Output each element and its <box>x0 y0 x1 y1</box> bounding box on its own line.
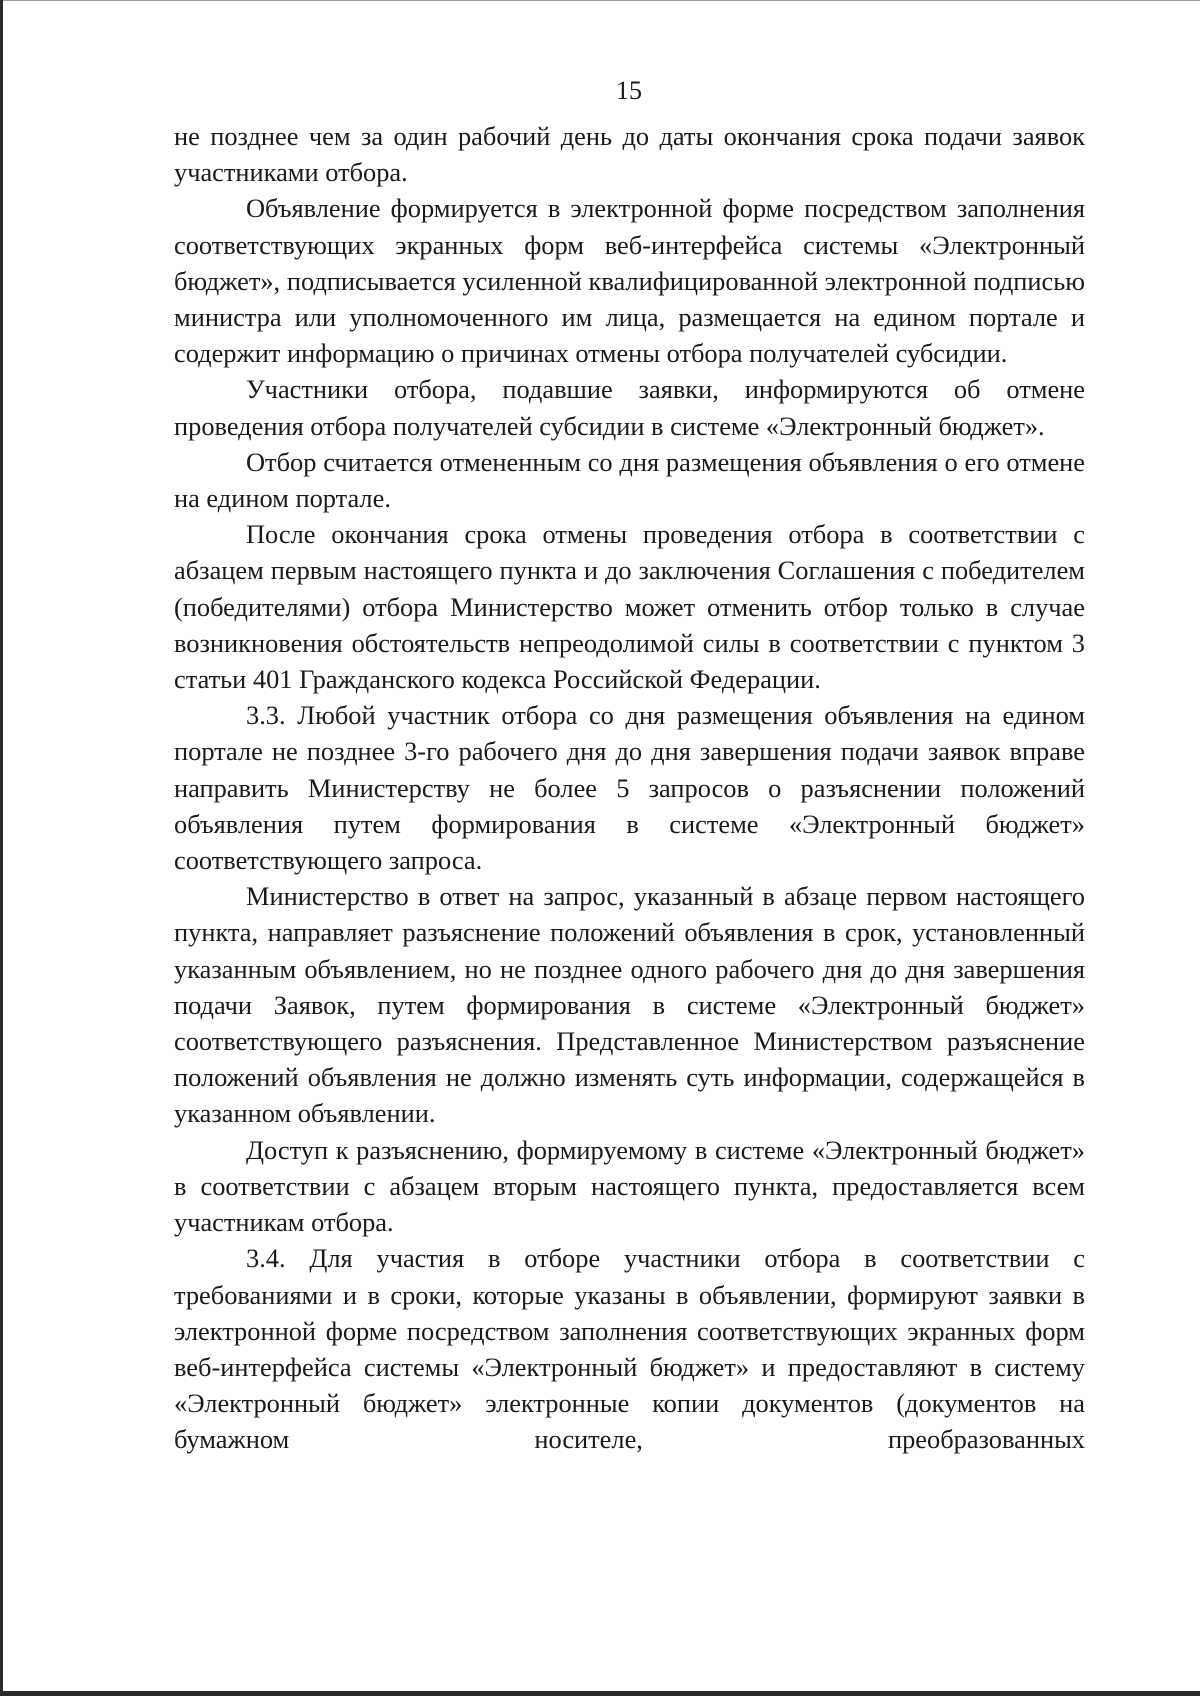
paragraph-1: не позднее чем за один рабочий день до даты окончания срока подачи заявок участниками отбора. <box>174 121 1085 188</box>
page-number: 15 <box>616 76 642 105</box>
paragraph-8: Доступ к разъяснению, формируемому в системе «Электронный бюджет» в соответствии с абзацем вторым настоящего пункта, предоставляется всем участникам отбора. <box>174 1134 1085 1238</box>
paragraph-6: 3.3. Любой участник отбора со дня размещения объявления на едином портале не позднее 3-го рабочего дня до дня завершения подачи заявок вправе направить Министерству не более 5 запросов о разъяснении положений объявления путем формирования в системе «Электронный бюджет» соответствующего запроса. <box>174 700 1085 876</box>
scan-left-edge <box>0 0 3 1696</box>
paragraph-9: 3.4. Для участия в отборе участники отбора в соответствии с требованиями и в сроки, которые указаны в объявлении, формируют заявки в электронной форме посредством заполнения соответствующих экранных форм веб-интерфейса системы «Электронный бюджет» и предоставляют в систему «Электронный бюджет» электронные копии документов (документов на бумажном носителе, преобразованных <box>174 1243 1085 1455</box>
paragraph-5: После окончания срока отмены проведения отбора в соответствии с абзацем первым настоящего пункта и до заключения Соглашения с победителем (победителями) отбора Министерство может отменить отбор только в случае возникновения обстоятельств непреодолимой силы в соответствии с пунктом 3 статьи 401 Гражданского кодекса Российской Федерации. <box>174 519 1085 695</box>
document-body <box>174 118 1085 1458</box>
paragraph-7: Министерство в ответ на запрос, указанный в абзаце первом настоящего пункта, направляет разъяснение положений объявления в срок, установленный указанным объявлением, но не позднее одного рабочего дня до дня завершения подачи Заявок, путем формирования в системе «Электронный бюджет» соответствующего разъяснения. Представленное Министерством разъяснение положений объявления не должно изменять суть информации, содержащейся в указанном объявлении. <box>174 881 1085 1129</box>
paragraph-2: Объявление формируется в электронной форме посредством заполнения соответствующих экранных форм веб-интерфейса системы «Электронный бюджет», подписывается усиленной квалифицированной электронной подписью министра или уполномоченного им лица, размещается на едином портале и содержит информацию о причинах отмены отбора получателей субсидии. <box>174 193 1085 369</box>
scan-top-edge <box>0 0 1200 1</box>
paragraph-3: Участники отбора, подавшие заявки, информируются об отмене проведения отбора получателей субсидии в системе «Электронный бюджет». <box>174 374 1085 441</box>
scan-bottom-edge <box>0 1691 1200 1696</box>
paragraph-4: Отбор считается отмененным со дня размещения объявления о его отмене на едином портале. <box>174 446 1085 514</box>
